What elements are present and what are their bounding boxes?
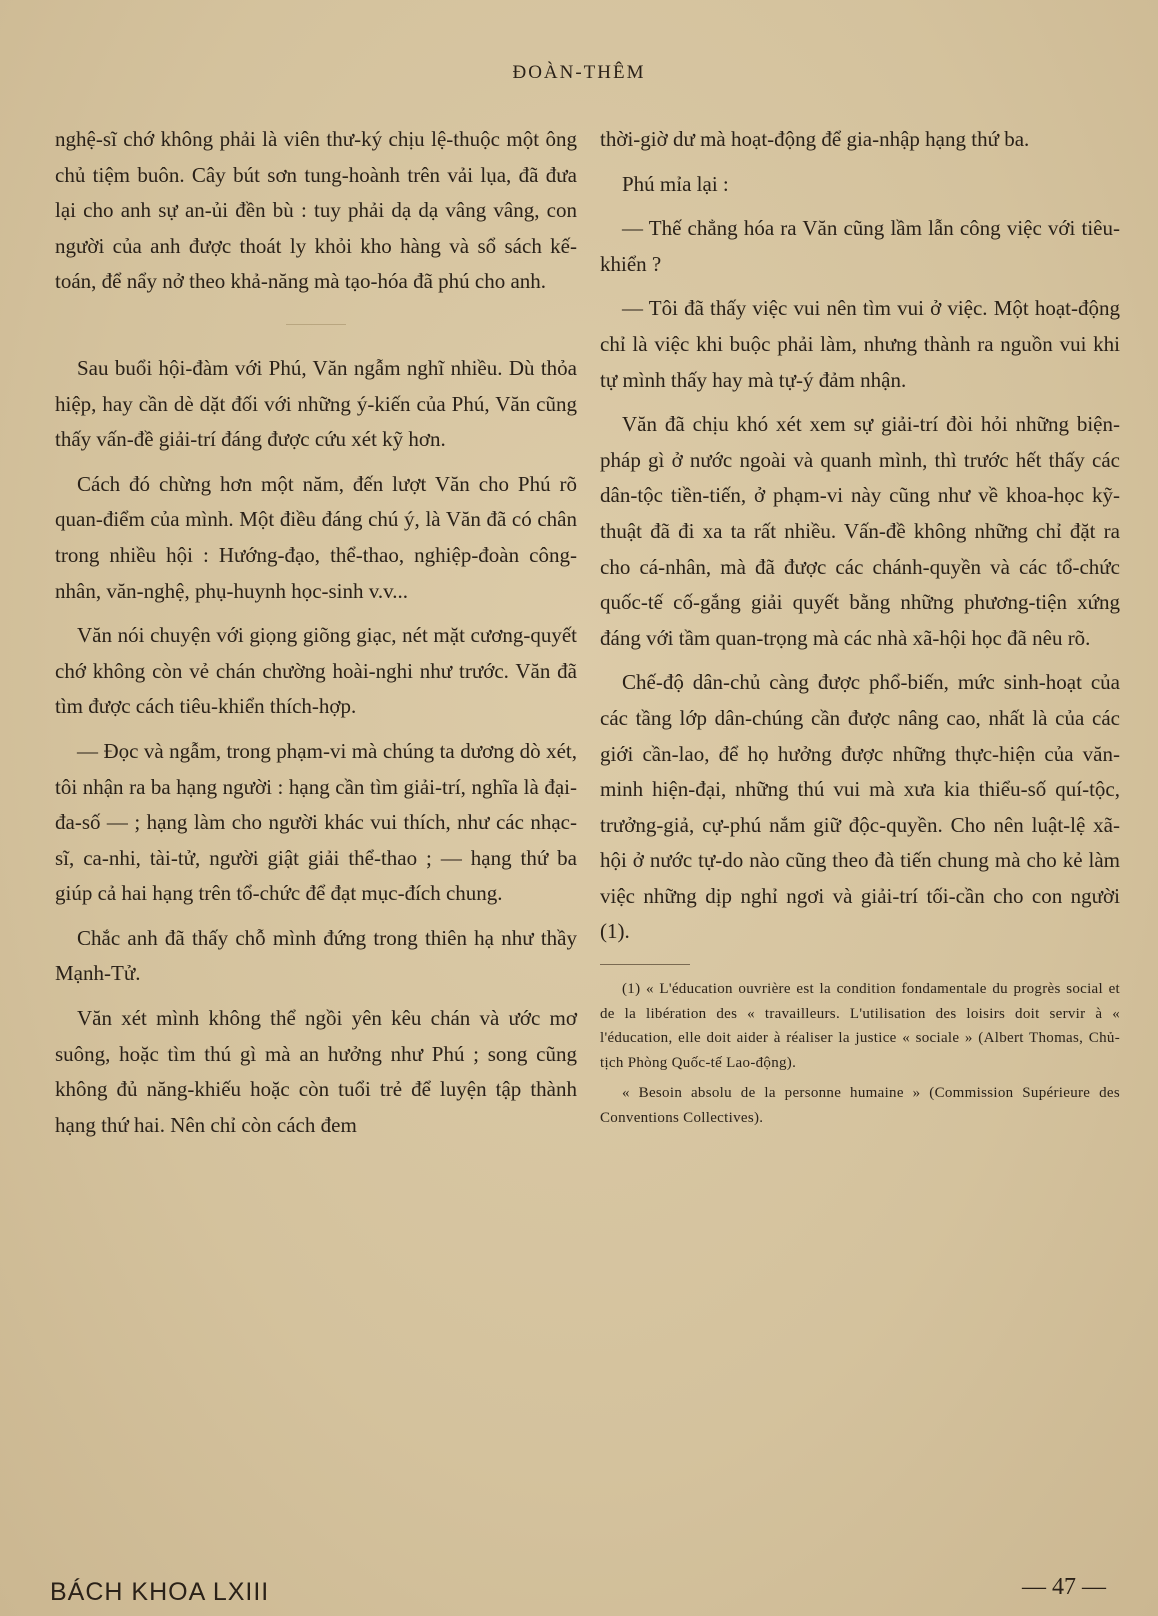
paragraph: Phú mỉa lại : — [622, 171, 729, 196]
magazine-name: BÁCH KHOA LXIII — [50, 1578, 270, 1606]
running-header: ĐOÀN-THÊM — [512, 62, 646, 83]
paragraph: nghệ-sĩ chớ không phải là viên thư-ký chịu lệ-thuộc một ông chủ tiệm buôn. Cây bút sơn tung-hoành trên vải lụa, đã đưa lại cho anh sự an-ủi đền bù : tuy phải dạ dạ vâng vâng, con người của anh được thoát ly khỏi kho hàng và sổ sách kế-toán, để nẩy nở theo khả-năng mà tạo-hóa đã phú cho anh. — [55, 127, 577, 294]
left-column — [55, 122, 577, 1152]
footnote-text: « Besoin absolu de la personne humaine » (Commission Supérieure des Conventions Collectives). — [600, 1085, 1120, 1127]
footnote-text: (1) « L'éducation ouvrière est la condition fondamentale du progrès social et de la libération des « travailleurs. L'utilisation des loisirs doit servir à « l'éducation, elle doit aider à réaliser la justice « sociale » (Albert Thomas, Chủ-tịch Phòng Quốc-tế Lao-động). — [600, 981, 1120, 1071]
paragraph: Văn đã chịu khó xét xem sự giải-trí đòi hỏi những biện-pháp gì ở nước ngoài và quanh mình, thì trước hết thấy các dân-tộc tiền-tiến, ở phạm-vi này cũng như về khoa-học kỹ-thuật đã đi xa ta rất nhiều. Vấn-đề không những chỉ đặt ra cho cá-nhân, mà đã được các chánh-quyền và các tổ-chức quốc-tế cố-gắng giải quyết bằng những phương-tiện xứng đáng với tầm quan-trọng mà các nhà xã-hội học đã nêu rõ. — [600, 412, 1120, 650]
paragraph: — Thế chẳng hóa ra Văn cũng lầm lẫn công việc với tiêu-khiển ? — [600, 216, 1120, 276]
paragraph: Văn nói chuyện với giọng giõng giạc, nét mặt cương-quyết chớ không còn vẻ chán chường hoài-nghi như trước. Văn đã tìm được cách tiêu-khiển thích-hợp. — [55, 623, 577, 719]
footnote — [600, 977, 1120, 1131]
paragraph: thời-giờ dư mà hoạt-động để gia-nhập hạng thứ ba. — [600, 127, 1030, 151]
paragraph: Chế-độ dân-chủ càng được phổ-biến, mức sinh-hoạt của các tầng lớp dân-chúng cần được nâng cao, nhất là của các giới cần-lao, để họ hưởng được những thực-hiện của văn-minh hiện-đại, những thú vui mà xưa kia thiểu-số quí-tộc, trưởng-giả, cự-phú nắm giữ độc-quyền. Cho nên luật-lệ xã-hội ở nước tự-do nào cũng theo đà tiến chung mà cho kẻ làm việc những dịp nghỉ ngơi và giải-trí tối-cần cho con người (1). — [600, 670, 1120, 944]
right-column — [600, 122, 1120, 1137]
paragraph: Cách đó chừng hơn một năm, đến lượt Văn cho Phú rõ quan-điểm của mình. Một điều đáng chú ý, là Văn đã có chân trong nhiều hội : Hướng-đạo, thể-thao, nghiệp-đoàn công-nhân, văn-nghệ, phụ-huynh học-sinh v.v... — [55, 471, 577, 603]
page-number: — 47 — — [1022, 1574, 1106, 1600]
paragraph: — Tôi đã thấy việc vui nên tìm vui ở việc. Một hoạt-động chỉ là việc khi buộc phải làm, nhưng thành ra nguồn vui khi tự mình thấy hay mà tự-ý đảm nhận. — [600, 296, 1120, 392]
footnote-rule — [600, 964, 690, 965]
paragraph: Sau buổi hội-đàm với Phú, Văn ngẫm nghĩ nhiều. Dù thỏa hiệp, hay cần dè dặt đối với những ý-kiến của Phú, Văn cũng thấy vấn-đề giải-trí đáng được cứu xét kỹ hơn. — [55, 355, 577, 452]
paragraph: — Đọc và ngẫm, trong phạm-vi mà chúng ta dương dò xét, tôi nhận ra ba hạng người : hạng cần tìm giải-trí, nghĩa là đại-đa-số — ; hạng làm cho người khác vui thích, như các nhạc-sĩ, ca-nhi, tài-tử, người giật giải thể-thao ; — hạng thứ ba giúp cả hai hạng trên tổ-chức để đạt mục-đích chung. — [55, 738, 577, 906]
section-divider — [286, 324, 346, 325]
paragraph: Chắc anh đã thấy chỗ mình đứng trong thiên hạ như thầy Mạnh-Tử. — [55, 925, 577, 986]
paragraph: Văn xét mình không thể ngồi yên kêu chán và ước mơ suông, hoặc tìm thú gì mà an hưởng như Phú ; song cũng không đủ năng-khiếu hoặc còn tuổi trẻ để luyện tập thành hạng thứ hai. Nên chỉ còn cách đem — [55, 1006, 577, 1137]
